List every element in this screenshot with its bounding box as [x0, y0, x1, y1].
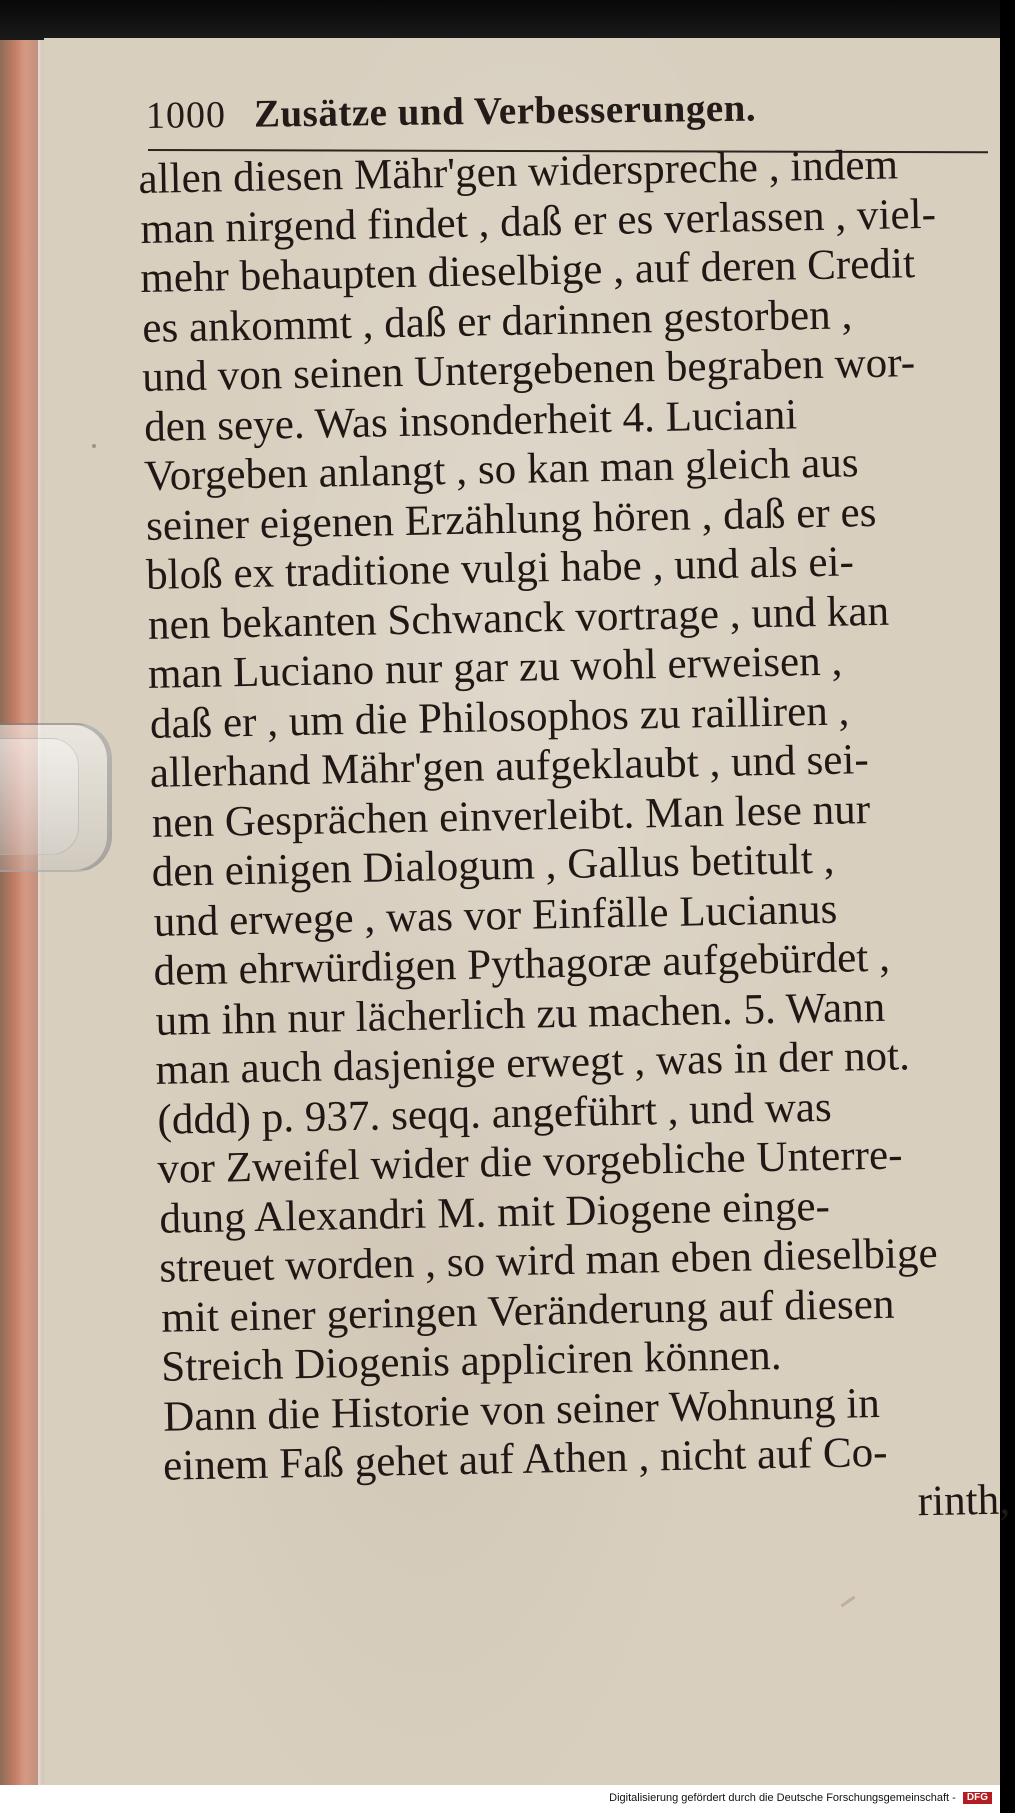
- text-line: und erwege , was vor Einfälle Lucianus: [153, 885, 838, 946]
- running-title: Zusätze und Verbesserungen.: [253, 86, 757, 136]
- text-line: Dann die Historie von seiner Wohnung in: [162, 1379, 881, 1441]
- text-line: Streich Diogenis appliciren können.: [160, 1331, 782, 1391]
- paper-clip-inner: [0, 738, 79, 855]
- text-line: (ddd) p. 937. seqq. angeführt , und was: [157, 1083, 833, 1144]
- text-line: einem Faß gehet auf Athen , nicht auf Co-: [162, 1428, 888, 1490]
- text-line: dem ehrwürdigen Pythagoræ aufgebürdet ,: [153, 933, 891, 995]
- catchword-line: rinth,: [917, 1476, 1011, 1525]
- text-line: daß er , um die Philosophos zu railliren ,: [149, 686, 850, 748]
- text-line: Vorgeben anlangt , so kan man gleich aus: [143, 439, 860, 500]
- text-line: den einigen Dialogum , Gallus betitult ,: [151, 835, 835, 896]
- dfg-logo: DFG: [963, 1792, 992, 1804]
- text-line: dung Alexandri M. mit Diogene einge-: [158, 1182, 831, 1243]
- text-line: vor Zweifel wider die vorgebliche Unterre-: [157, 1131, 903, 1193]
- text-line: mit einer geringen Veränderung auf diesen: [160, 1280, 895, 1342]
- text-line: nen bekanten Schwanck vortrage , und kan: [147, 587, 890, 649]
- text-line: den seye. Was insonderheit 4. Luciani: [143, 390, 798, 451]
- text-line: nen Gesprächen einverleibt. Man lese nur: [151, 785, 871, 847]
- text-line: man auch dasjenige erwegt , was in der not.: [155, 1032, 911, 1094]
- page-number: 1000: [145, 94, 227, 137]
- text-line: allen diesen Mähr'gen widerspreche , indem: [138, 141, 899, 203]
- digitization-credit: [609, 1792, 992, 1804]
- running-head: [146, 83, 967, 145]
- digitization-credit-text: Digitalisierung gefördert durch die Deutsche Forschungsgemeinschaft -: [609, 1792, 956, 1804]
- text-line: um ihn nur lächerlich zu machen. 5. Wann: [155, 983, 886, 1045]
- text-line: es ankommt , daß er darinnen gestorben ,: [141, 290, 853, 352]
- paper-dot: [92, 444, 96, 448]
- text-line: man nirgend findet , daß er es verlassen , viel-: [139, 190, 937, 253]
- book-spine: [0, 40, 42, 1785]
- text-line: seiner eigenen Erzählung hören , daß er es: [145, 488, 877, 550]
- body-text: [138, 139, 1014, 1541]
- top-shadow: [0, 0, 1000, 40]
- text-line: und von seinen Untergebenen begraben wor-: [141, 339, 916, 401]
- text-line: bloß ex traditione vulgi habe , und als ei-: [145, 538, 855, 599]
- text-line: man Luciano nur gar zu wohl erweisen ,: [147, 637, 843, 698]
- text-line: mehr behaupten dieselbige , auf deren Credit: [139, 240, 916, 302]
- text-line: allerhand Mähr'gen aufgeklaubt , und sei-: [149, 736, 870, 797]
- text-line: streuet worden , so wird man eben dieselbige: [158, 1229, 939, 1292]
